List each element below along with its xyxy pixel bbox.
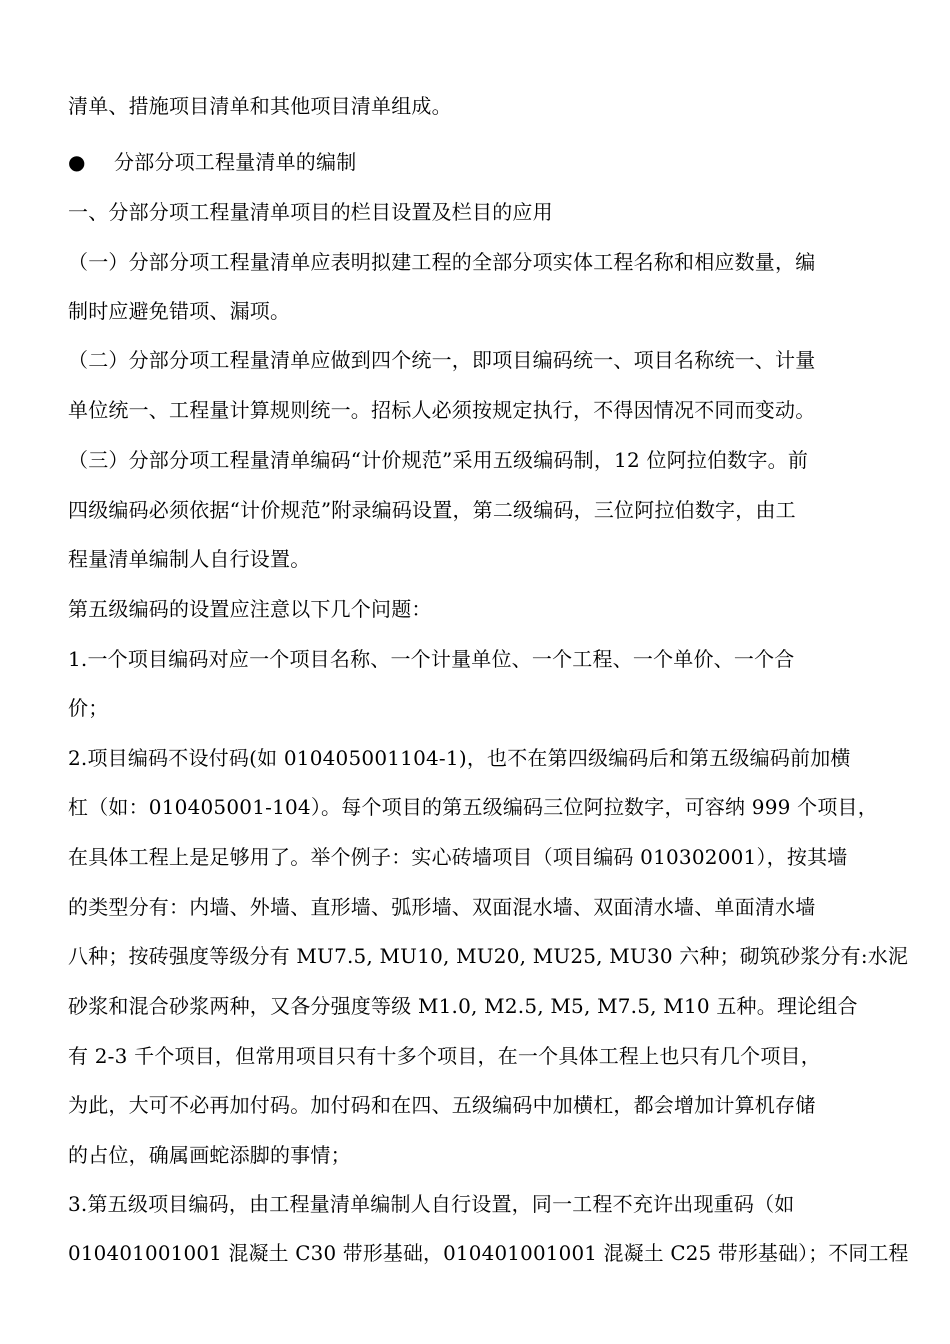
text-line: 砂浆和混合砂浆两种，又各分强度等级 M1.0, M2.5, M5, M7.5, M10 五种。理论组合	[68, 994, 858, 1018]
text-line: （二）分部分项工程量清单应做到四个统一，即项目编码统一、项目名称统一、计量	[68, 348, 816, 372]
bullet-heading-text: 分部分项工程量清单的编制	[114, 150, 357, 174]
section-heading: 一、分部分项工程量清单项目的栏目设置及栏目的应用	[68, 200, 553, 224]
text-line: 有 2-3 千个项目，但常用项目只有十多个项目，在一个具体工程上也只有几个项目，	[68, 1044, 821, 1068]
text-line: （三）分部分项工程量清单编码“计价规范”采用五级编码制，12 位阿拉伯数字。前	[68, 448, 809, 472]
text-line: 2.项目编码不设付码(如 010405001104-1)，也不在第四级编码后和第五级编码前加横	[68, 746, 851, 770]
text-line: （一）分部分项工程量清单应表明拟建工程的全部分项实体工程名称和相应数量，编	[68, 250, 816, 274]
text-line: 的占位，确属画蛇添脚的事情；	[68, 1143, 351, 1167]
text-line: 为此，大可不必再加付码。加付码和在四、五级编码中加横杠，都会增加计算机存储	[68, 1093, 816, 1117]
bullet-icon: ●	[68, 150, 86, 174]
text-line: 杠（如：010405001-104）。每个项目的第五级编码三位阿拉数字，可容纳 999 个项目，	[68, 795, 878, 819]
text-line: 在具体工程上是足够用了。举个例子：实心砖墙项目（项目编码 010302001），按其墙	[68, 845, 848, 869]
text-line: 单位统一、工程量计算规则统一。招标人必须按规定执行，不得因情况不同而变动。	[68, 398, 816, 422]
text-line: 010401001001 混凝土 C30 带形基础，010401001001 混凝土 C25 带形基础）；不同工程	[68, 1242, 909, 1265]
bullet-heading	[68, 148, 356, 176]
text-line: 四级编码必须依据“计价规范”附录编码设置，第二级编码，三位阿拉伯数字，由工	[68, 498, 796, 522]
text-line: 的类型分有：内墙、外墙、直形墙、弧形墙、双面混水墙、双面清水墙、单面清水墙	[68, 895, 816, 919]
text-line: 制时应避免错项、漏项。	[68, 299, 291, 323]
text-line: 3.第五级项目编码，由工程量清单编制人自行设置，同一工程不充许出现重码（如	[68, 1192, 795, 1216]
text-line: 清单、措施项目清单和其他项目清单组成。	[68, 94, 452, 118]
text-line: 1.一个项目编码对应一个项目名称、一个计量单位、一个工程、一个单价、一个合	[68, 647, 795, 671]
text-line: 价；	[68, 696, 109, 720]
text-line: 八种；按砖强度等级分有 MU7.5, MU10, MU20, MU25, MU30 六种；砌筑砂浆分有:水泥	[68, 944, 909, 968]
text-line: 程量清单编制人自行设置。	[68, 547, 311, 571]
text-line: 第五级编码的设置应注意以下几个问题：	[68, 597, 432, 621]
